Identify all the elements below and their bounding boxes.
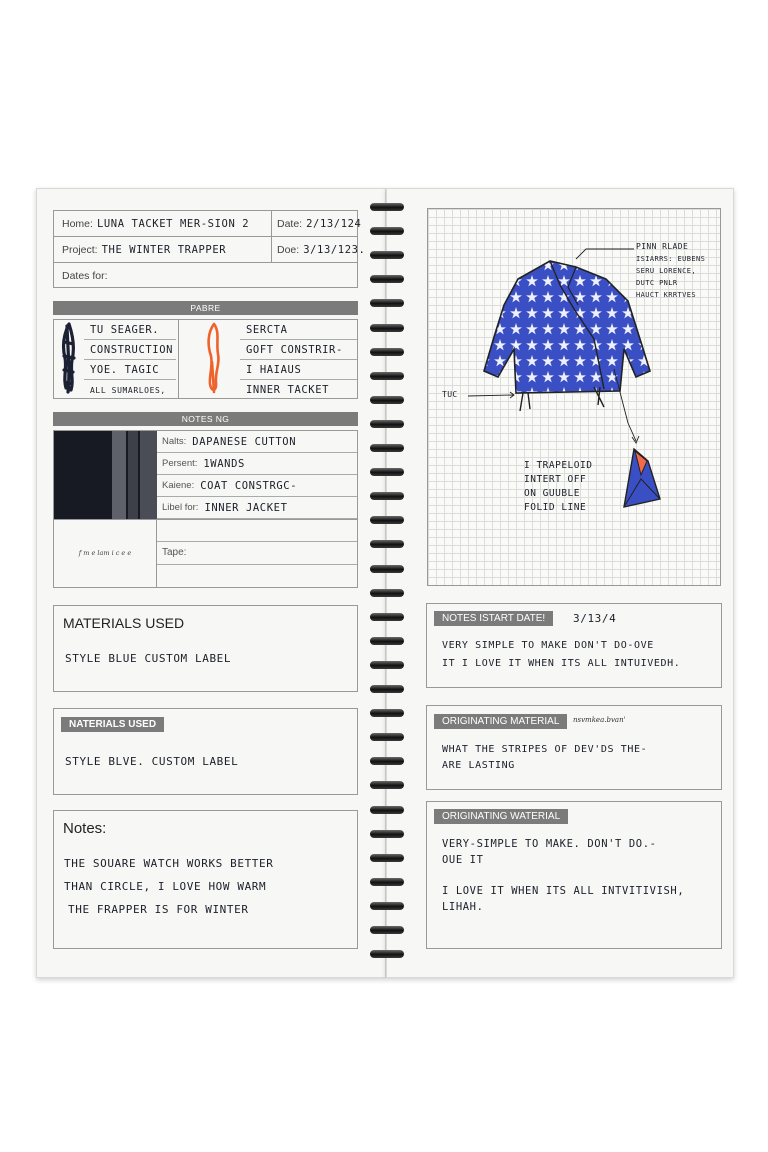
fabric-bar: PABRE xyxy=(53,301,358,315)
naterials-used-card xyxy=(53,708,358,795)
spiral-ring xyxy=(367,419,407,429)
date-label: Date: xyxy=(277,218,303,230)
spiral-ring xyxy=(367,539,407,549)
navy-thread-icon xyxy=(58,322,80,394)
sketch-grid xyxy=(427,208,721,586)
spiral-ring xyxy=(367,564,407,574)
notes-line-2[interactable]: THAN CIRCLE, I LOVE HOW WARM xyxy=(64,880,267,893)
originating-1-line-1[interactable]: WHAT THE STRIPES OF DEV'DS THE- xyxy=(442,744,648,755)
date-value[interactable]: 2/13/124 xyxy=(306,218,362,230)
header-row-project xyxy=(54,237,366,263)
callout-bottom-1: I TRAPELOID xyxy=(524,460,593,471)
due-label: Doe: xyxy=(277,244,300,256)
callout-top-5: HAUCT KRRTVES xyxy=(636,291,696,299)
project-value[interactable]: THE WINTER TRAPPER xyxy=(101,243,227,256)
naterials-used-text[interactable]: STYLE BLVE. CUSTOM LABEL xyxy=(65,755,239,768)
spiral-ring xyxy=(367,491,407,501)
fabric-table xyxy=(53,319,358,399)
signature: f m e lam i c e e xyxy=(78,549,132,557)
dates-label: Dates for: xyxy=(62,270,108,282)
header-row-dates xyxy=(54,263,357,289)
callout-bottom-3: ON GUUBLE xyxy=(524,488,580,499)
originating-material-tag: ORIGINATING MATERIAL xyxy=(434,714,567,729)
originating-2-line-4[interactable]: LIHAH. xyxy=(442,901,484,913)
left-page xyxy=(36,188,386,978)
callout-bottom-2: INTERT OFF xyxy=(524,474,587,485)
notes-card xyxy=(53,810,358,949)
right-page xyxy=(386,188,734,978)
spiral-ring xyxy=(367,467,407,477)
name-label: Home: xyxy=(62,217,93,230)
originating-waterial-tag: ORIGINATING WATERIAL xyxy=(434,809,568,824)
spiral-ring xyxy=(367,925,407,935)
originating-material-card xyxy=(426,705,722,790)
spiral-ring xyxy=(367,202,407,212)
notes-start-tag: NOTES ISTART DATE! xyxy=(434,611,553,626)
spiral-ring xyxy=(367,298,407,308)
fabric-left-row-3: YOE. TAGIC xyxy=(84,360,176,380)
spiral-ring xyxy=(367,949,407,959)
spiral-ring xyxy=(367,371,407,381)
spiral-ring xyxy=(367,708,407,718)
callout-left: TUC xyxy=(442,390,458,399)
callout-top-4: DUTC PNLR xyxy=(636,279,678,287)
spiral-ring xyxy=(367,877,407,887)
notes-title: Notes: xyxy=(63,820,107,837)
notes-start-date[interactable]: 3/13/4 xyxy=(573,612,617,625)
notes-start-line-1[interactable]: VERY SIMPLE TO MAKE DON'T DO-OVE xyxy=(442,640,654,651)
notes-start-line-2[interactable]: IT I LOVE IT WHEN ITS ALL INTUIVEDH. xyxy=(442,658,681,669)
spiral-ring xyxy=(367,756,407,766)
ng-row-4: Libel for: INNER JACKET xyxy=(157,497,357,519)
notes-line-3[interactable]: THE FRAPPER IS FOR WINTER xyxy=(68,903,249,916)
due-value[interactable]: 3/13/123. xyxy=(303,244,366,256)
tape-label: Tape: xyxy=(162,547,187,558)
spiral-ring xyxy=(367,323,407,333)
callout-top-1: PINN RLADE xyxy=(636,242,689,251)
fabric-right-row-4: INNER TACKET xyxy=(246,384,330,396)
fabric-swatch xyxy=(54,431,157,519)
notes-line-1[interactable]: THE SOUARE WATCH WORKS BETTER xyxy=(64,857,274,870)
spiral-ring xyxy=(367,395,407,405)
header-table xyxy=(53,210,366,288)
project-label: Project: xyxy=(62,243,98,256)
orange-thread-icon xyxy=(202,322,226,396)
naterials-used-tag: NATERIALS USED xyxy=(61,717,164,732)
spiral-ring xyxy=(367,274,407,284)
callout-top-3: SERU LORENCE, xyxy=(636,267,696,275)
spiral-ring xyxy=(367,805,407,815)
ng-row-2: Persent: 1WANDS xyxy=(157,453,357,475)
materials-used-text[interactable]: STYLE BLUE CUSTOM LABEL xyxy=(65,652,232,665)
fabric-right-row-2: GOFT CONSTRIR- xyxy=(240,340,357,360)
header-row-name xyxy=(54,211,362,237)
spiral-ring xyxy=(367,732,407,742)
originating-scribble: nsvmkea.bvan' xyxy=(573,716,626,724)
spiral-ring xyxy=(367,829,407,839)
spiral-ring xyxy=(367,588,407,598)
spiral-ring xyxy=(367,636,407,646)
spiral-ring xyxy=(367,660,407,670)
ng-row-3: Kaiene: COAT CONSTRGC- xyxy=(157,475,357,497)
fabric-left-row-1: TU SEAGER. xyxy=(84,320,176,340)
spiral-ring xyxy=(367,443,407,453)
originating-2-line-3[interactable]: I LOVE IT WHEN ITS ALL INTVITIVISH, xyxy=(442,885,685,897)
fabric-left-row-4: ALL SUMARLOES, xyxy=(90,385,166,395)
fabric-divider xyxy=(178,320,179,398)
spiral-ring xyxy=(367,684,407,694)
ng-row-1: Nalts: DAPANESE CUTTON xyxy=(157,431,357,453)
spiral-ring xyxy=(367,347,407,357)
spiral-ring xyxy=(367,515,407,525)
callout-top-2: ISIARRS: EUBENS xyxy=(636,255,706,263)
jacket-sketch xyxy=(428,209,722,587)
fabric-left-row-2: CONSTRUCTION xyxy=(84,340,176,360)
spiral-ring xyxy=(367,226,407,236)
callout-bottom-4: FOLID LINE xyxy=(524,502,587,513)
spiral-ring xyxy=(367,612,407,622)
originating-1-line-2[interactable]: ARE LASTING xyxy=(442,760,515,771)
spiral-ring xyxy=(367,853,407,863)
spiral-ring xyxy=(367,250,407,260)
spiral-ring xyxy=(367,780,407,790)
spiral-ring xyxy=(367,901,407,911)
notes-ng-table xyxy=(53,430,358,588)
fabric-right-row-1: SERCTA xyxy=(240,320,357,340)
name-value[interactable]: LUNA TACKET MER-SION 2 xyxy=(96,217,250,230)
fabric-right-row-3: I HAIAUS xyxy=(240,360,357,380)
notes-start-card xyxy=(426,603,722,688)
materials-used-card xyxy=(53,605,358,692)
notes-ng-bar: NOTES NG xyxy=(53,412,358,426)
originating-2-line-1[interactable]: VERY-SIMPLE TO MAKE. DON'T DO.- xyxy=(442,838,657,850)
originating-waterial-card xyxy=(426,801,722,949)
spiral-binding xyxy=(367,202,407,962)
spiral-notebook xyxy=(36,188,734,978)
originating-2-line-2[interactable]: OUE IT xyxy=(442,854,484,866)
materials-used-title: MATERIALS USED xyxy=(63,615,185,631)
